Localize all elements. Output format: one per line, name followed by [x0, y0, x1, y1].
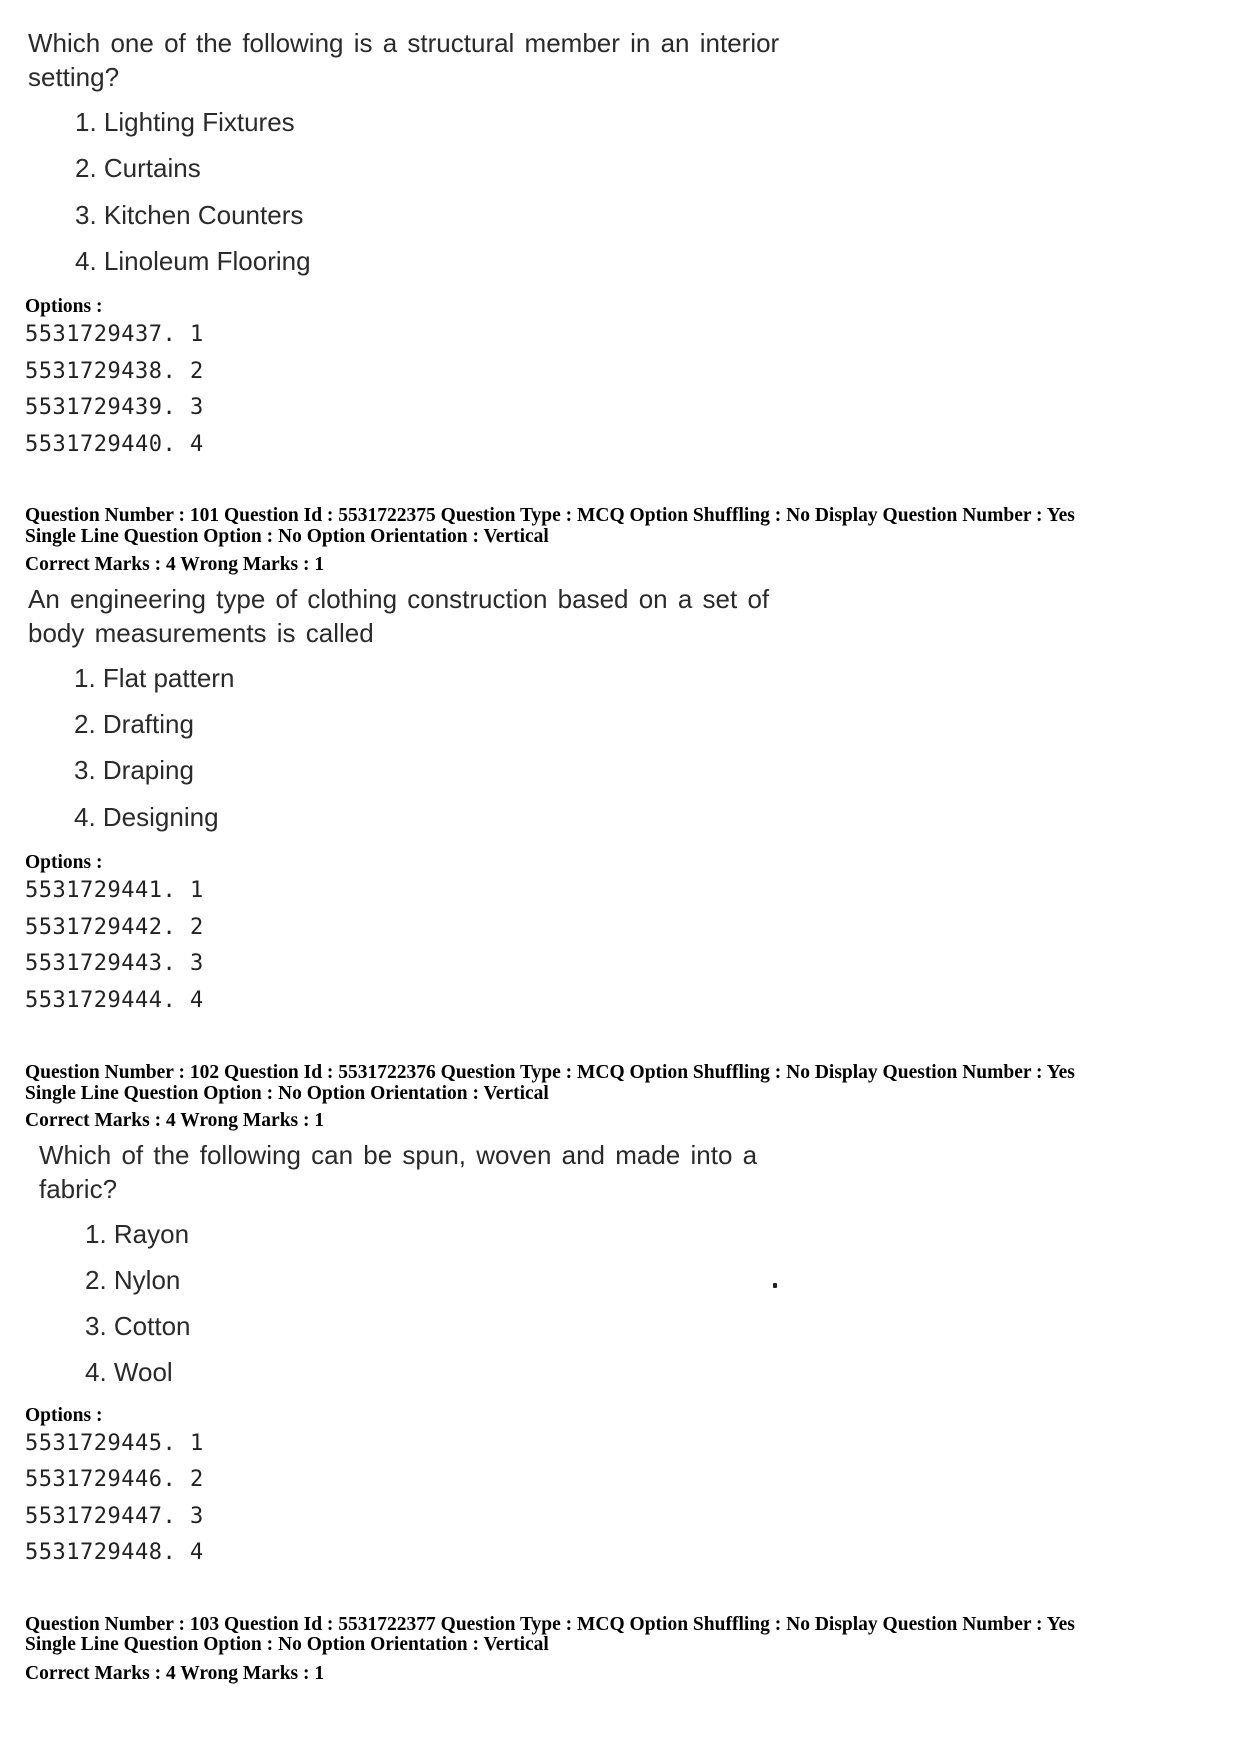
marks-line: Correct Marks : 4 Wrong Marks : 1: [25, 1663, 325, 1684]
scan-speck: [773, 1283, 777, 1288]
options-label: Options :: [25, 1405, 103, 1426]
answer-choice: 4. Wool: [85, 1357, 173, 1387]
option-id: 5531729443. 3: [25, 951, 204, 976]
marks-line: Correct Marks : 4 Wrong Marks : 1: [25, 554, 325, 575]
option-id: 5531729448. 4: [25, 1540, 204, 1565]
answer-choice: 1. Flat pattern: [74, 663, 235, 693]
answer-choice: 2. Drafting: [74, 709, 194, 739]
answer-choice: 4. Designing: [74, 802, 219, 832]
question-meta-line: Single Line Question Option : No Option Orientation : Vertical: [25, 526, 549, 547]
answer-choice: 3. Kitchen Counters: [75, 200, 304, 230]
answer-choice: 3. Draping: [74, 755, 194, 785]
option-id: 5531729445. 1: [25, 1431, 204, 1456]
option-id: 5531729440. 4: [25, 432, 204, 457]
marks-line: Correct Marks : 4 Wrong Marks : 1: [25, 1110, 325, 1131]
option-id: 5531729447. 3: [25, 1504, 204, 1529]
question-meta-line: Question Number : 103 Question Id : 5531722377 Question Type : MCQ Option Shuffling : No Display Question Number : Yes: [25, 1614, 1075, 1635]
option-id: 5531729446. 2: [25, 1467, 204, 1492]
answer-choice: 1. Rayon: [85, 1219, 190, 1249]
question-meta-line: Question Number : 101 Question Id : 5531722375 Question Type : MCQ Option Shuffling : No Display Question Number : Yes: [25, 505, 1075, 526]
options-label: Options :: [25, 296, 103, 317]
question-text-line: fabric?: [39, 1174, 118, 1204]
option-id: 5531729444. 4: [25, 988, 204, 1013]
answer-choice: 4. Linoleum Flooring: [75, 246, 311, 276]
question-text-line: setting?: [28, 62, 120, 92]
answer-choice: 2. Curtains: [75, 153, 201, 183]
option-id: 5531729437. 1: [25, 322, 204, 347]
answer-choice: 2. Nylon: [85, 1265, 181, 1295]
question-text-line: Which of the following can be spun, woven and made into a: [39, 1140, 758, 1170]
option-id: 5531729442. 2: [25, 915, 204, 940]
option-id: 5531729438. 2: [25, 359, 204, 384]
answer-choice: 1. Lighting Fixtures: [75, 107, 295, 137]
question-text-line: An engineering type of clothing construction based on a set of: [28, 584, 770, 614]
question-meta-line: Single Line Question Option : No Option Orientation : Vertical: [25, 1083, 549, 1104]
question-text-line: Which one of the following is a structural member in an interior: [28, 28, 780, 58]
option-id: 5531729439. 3: [25, 395, 204, 420]
option-id: 5531729441. 1: [25, 878, 204, 903]
question-meta-line: Single Line Question Option : No Option Orientation : Vertical: [25, 1634, 549, 1655]
answer-choice: 3. Cotton: [85, 1311, 191, 1341]
question-meta-line: Question Number : 102 Question Id : 5531722376 Question Type : MCQ Option Shuffling : No Display Question Number : Yes: [25, 1062, 1075, 1083]
question-text-line: body measurements is called: [28, 618, 374, 648]
options-label: Options :: [25, 852, 103, 873]
